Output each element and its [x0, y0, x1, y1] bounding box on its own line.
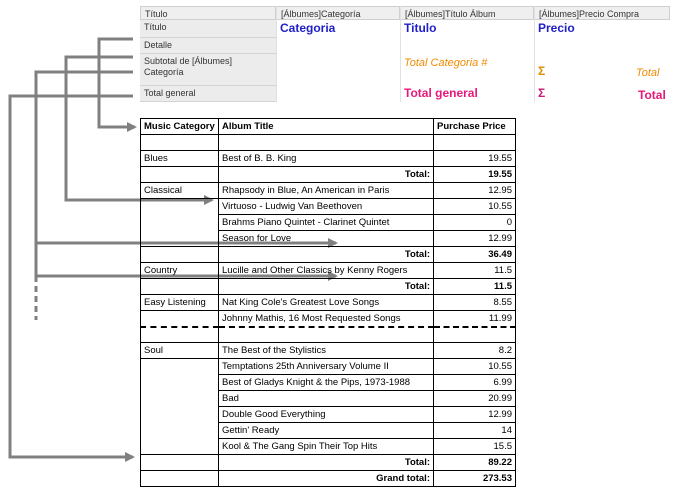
table-row	[141, 359, 516, 375]
grand-total-label: Grand total:	[219, 471, 434, 487]
table-row	[141, 375, 516, 391]
subtotal-row	[141, 279, 516, 295]
field-categoria[interactable]: Categoria	[280, 21, 336, 35]
col-header-titulo[interactable]: Título	[140, 6, 276, 20]
album-cell: Best of Gladys Knight & the Pips, 1973-1988	[219, 375, 434, 391]
row-label-title[interactable]: Título	[140, 20, 276, 38]
album-cell: Lucille and Other Classics by Kenny Rogers	[219, 263, 434, 279]
table-row	[141, 423, 516, 439]
page-break	[141, 327, 516, 343]
price-cell: 12.99	[434, 407, 516, 423]
table-row	[141, 407, 516, 423]
album-cell: Johnny Mathis, 16 Most Requested Songs	[219, 311, 434, 327]
price-cell: 10.55	[434, 359, 516, 375]
col-header-precio[interactable]: [Álbumes]Precio Compra	[534, 6, 670, 20]
total-value: 36.49	[434, 247, 516, 263]
price-cell: 10.55	[434, 199, 516, 215]
album-cell: Temptations 25th Anniversary Volume II	[219, 359, 434, 375]
row-label-detail[interactable]: Detalle	[140, 38, 276, 54]
album-cell: Rhapsody in Blue, An American in Paris	[219, 183, 434, 199]
report-output	[140, 118, 516, 487]
field-total-sub[interactable]: Total	[636, 67, 660, 79]
table-row	[141, 263, 516, 279]
category-cell: Blues	[141, 151, 219, 167]
header-purchase-price: Purchase Price	[434, 119, 516, 135]
price-cell: 12.99	[434, 231, 516, 247]
total-label: Total:	[219, 247, 434, 263]
album-cell: Double Good Everything	[219, 407, 434, 423]
table-row	[141, 311, 516, 327]
subtotal-row	[141, 455, 516, 471]
header-music-category: Music Category	[141, 119, 219, 135]
price-cell: 8.55	[434, 295, 516, 311]
album-cell: Season for Love	[219, 231, 434, 247]
table-row	[141, 439, 516, 455]
col-header-categoria[interactable]: [Álbumes]Categoría	[276, 6, 400, 20]
table-row	[141, 231, 516, 247]
row-label-subtotal[interactable]: Subtotal de [Álbumes] Categoría	[140, 54, 276, 86]
table-row	[141, 391, 516, 407]
sigma-icon-grand: Σ	[538, 86, 546, 100]
table-row	[141, 151, 516, 167]
header-album-title: Album Title	[219, 119, 434, 135]
category-cell: Country	[141, 263, 219, 279]
field-total-general[interactable]: Total general	[404, 86, 478, 100]
category-cell: Classical	[141, 183, 219, 199]
price-cell: 11.5	[434, 263, 516, 279]
price-cell: 14	[434, 423, 516, 439]
price-cell: 12.95	[434, 183, 516, 199]
field-precio[interactable]: Precio	[538, 21, 575, 35]
subtotal-row	[141, 167, 516, 183]
album-cell: Brahms Piano Quintet - Clarinet Quintet	[219, 215, 434, 231]
row-label-grand-total[interactable]: Total general	[140, 86, 276, 102]
album-cell: The Best of the Stylistics	[219, 343, 434, 359]
total-label: Total:	[219, 167, 434, 183]
album-cell: Virtuoso - Ludwig Van Beethoven	[219, 199, 434, 215]
price-cell: 15.5	[434, 439, 516, 455]
category-cell: Soul	[141, 343, 219, 359]
price-cell: 11.99	[434, 311, 516, 327]
album-cell: Gettin' Ready	[219, 423, 434, 439]
category-cell: Easy Listening	[141, 295, 219, 311]
total-value: 89.22	[434, 455, 516, 471]
total-value: 19.55	[434, 167, 516, 183]
report-table	[140, 118, 516, 487]
price-cell: 6.99	[434, 375, 516, 391]
arrow-title	[99, 39, 135, 127]
table-row	[141, 199, 516, 215]
album-cell: Kool & The Gang Spin Their Top Hits	[219, 439, 434, 455]
album-cell: Bad	[219, 391, 434, 407]
field-total-grand[interactable]: Total	[638, 88, 666, 102]
subtotal-row	[141, 247, 516, 263]
total-label: Total:	[219, 279, 434, 295]
field-titulo[interactable]: Titulo	[404, 21, 437, 35]
album-cell: Best of B. B. King	[219, 151, 434, 167]
sigma-icon: Σ	[538, 64, 546, 78]
table-row	[141, 295, 516, 311]
price-cell: 19.55	[434, 151, 516, 167]
price-cell: 8.2	[434, 343, 516, 359]
price-cell: 0	[434, 215, 516, 231]
price-cell: 20.99	[434, 391, 516, 407]
table-header-row	[141, 119, 516, 135]
total-label: Total:	[219, 455, 434, 471]
total-value: 11.5	[434, 279, 516, 295]
table-row	[141, 215, 516, 231]
table-row	[141, 183, 516, 199]
album-cell: Nat King Cole's Greatest Love Songs	[219, 295, 434, 311]
grand-total-row	[141, 471, 516, 487]
field-total-categoria[interactable]: Total Categoria #	[404, 57, 488, 69]
grand-total-value: 273.53	[434, 471, 516, 487]
table-row	[141, 343, 516, 359]
col-header-titulo-album[interactable]: [Álbumes]Título Álbum	[400, 6, 534, 20]
